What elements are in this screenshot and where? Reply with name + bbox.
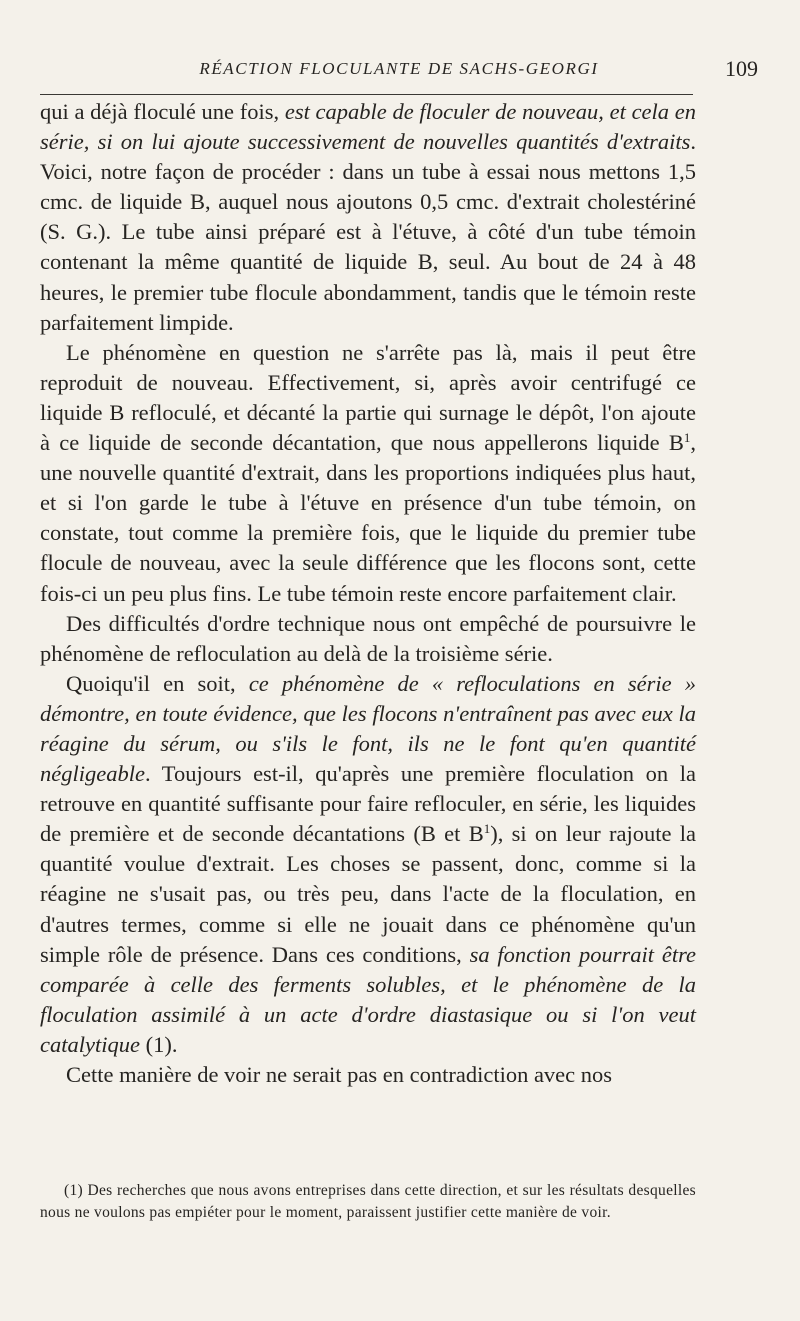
header-rule xyxy=(40,94,693,95)
paragraph xyxy=(40,609,696,669)
italic-span: sa fonction pourrait être comparée à celle des ferments solubles, et le phénomène de la floculation assimilé à un acte d'ordre diastasique ou si l'on veut catalytique xyxy=(40,941,696,1057)
paragraph xyxy=(40,338,696,609)
paragraph xyxy=(40,1060,696,1090)
italic-span: est capable de floculer de nouveau, et cela en série, si on lui ajoute successivement de nouvelles quantités d'extraits xyxy=(40,99,696,155)
footnote xyxy=(40,1180,696,1223)
text-span: Des difficultés d'ordre technique nous ont empêché de poursuivre le phénomène de refloculation au delà de la troisième série. xyxy=(40,610,696,666)
running-title: RÉACTION FLOCULANTE DE SACHS-GEORGI xyxy=(199,59,599,78)
footnote-text: (1) Des recherches que nous avons entreprises dans cette direction, et sur les résultats desquelles nous ne voulons pas empiéter pour le moment, paraissent justifier cette manière de voir. xyxy=(40,1182,696,1221)
running-head xyxy=(40,54,758,84)
text-span: ), si on leur rajoute la quantité voulue d'extrait. Les choses se passent, donc, comme si la réagine ne s'usait pas, ou très peu, dans l'acte de la floculation, en d'autres termes, comme si elle ne jouait dans ce phénomène qu'un simple rôle de présence. Dans ces conditions, xyxy=(40,821,696,967)
text-span: (1). xyxy=(139,1031,178,1057)
italic-span: ce phénomène de « refloculations en série » démontre, en toute évidence, que les flocons n'entraînent pas avec eux la réagine du sérum, ou s'ils le font, ils ne le font qu'en quantité négligeable xyxy=(40,670,696,787)
paragraph xyxy=(40,97,696,338)
paragraph xyxy=(40,669,696,1060)
text-span: , une nouvelle quantité d'extrait, dans les proportions indiquées plus haut, et si l'on garde le tube à l'étuve en présence d'un tube témoin, on constate, tout comme la première fois, que le liquide du premier tube flocule de nouveau, avec la seule différence que les flocons sont, cette fois-ci un peu plus fins. Le tube témoin reste encore parfaitement clair. xyxy=(40,430,696,606)
text-span: . Voici, notre façon de procéder : dans un tube à essai nous mettons 1,5 cmc. de liquide B, auquel nous ajoutons 0,5 cmc. d'extrait cholestériné (S. G.). Le tube ainsi préparé est à l'étuve, à côté d'un tube témoin contenant la même quantité de liquide B, seul. Au bout de 24 à 48 heures, le premier tube flocule abondamment, tandis que le témoin reste parfaitement limpide. xyxy=(40,129,696,335)
page-number: 109 xyxy=(725,56,758,81)
body-text xyxy=(40,97,696,1090)
text-span: qui a déjà floculé une fois, xyxy=(40,99,285,124)
text-span: Quoiqu'il en soit, xyxy=(66,670,249,696)
text-span: Cette manière de voir ne serait pas en contradiction avec nos xyxy=(66,1062,613,1087)
superscript: 1 xyxy=(483,821,491,837)
text-span: Le phénomène en question ne s'arrête pas là, mais il peut être reproduit de nouveau. Effectivement, si, après avoir centrifugé ce liquide B refloculé, et décanté la partie qui surnage le dépôt, l'on ajoute à ce liquide de seconde décantation, que nous appellerons liquide B xyxy=(40,339,696,456)
text-span: . Toujours est-il, qu'après une première floculation on la retrouve en quantité suffisante pour faire refloculer, en série, les liquides de première et de seconde décantations (B et B xyxy=(40,761,696,847)
superscript: 1 xyxy=(683,430,691,446)
